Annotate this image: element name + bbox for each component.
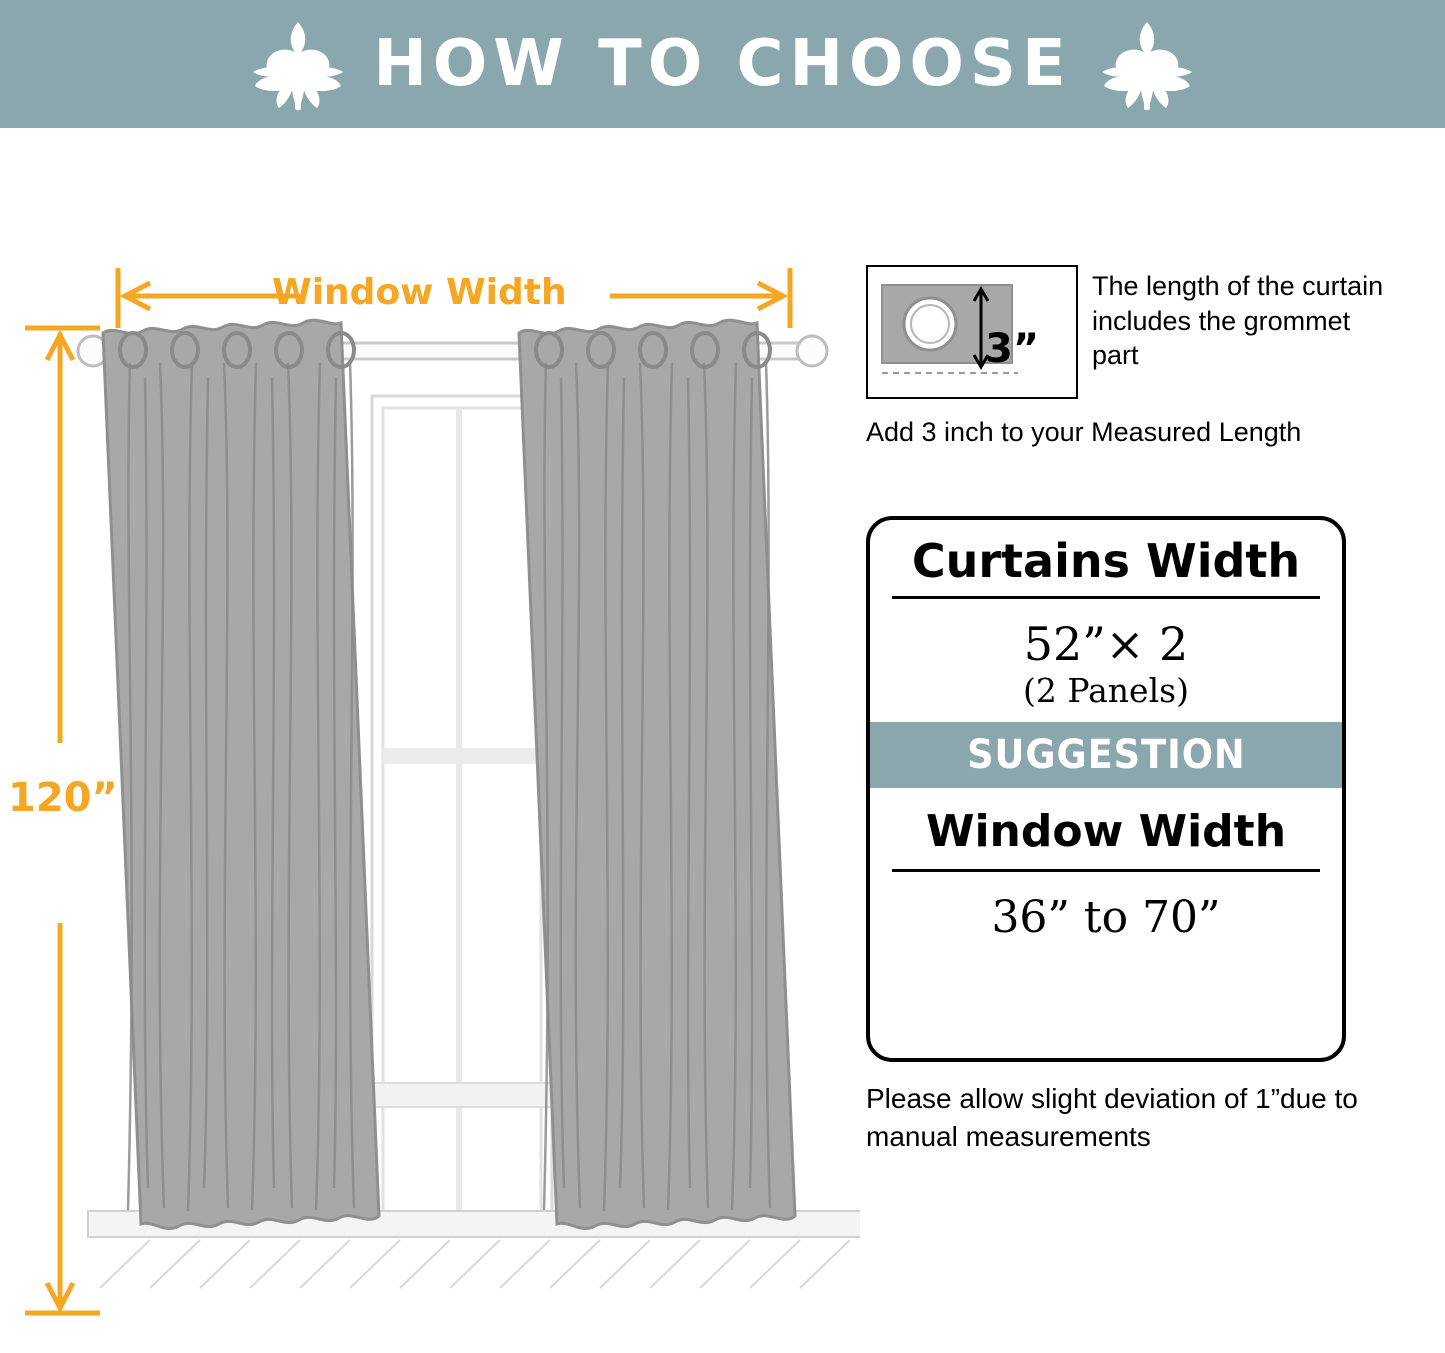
add-length-note: Add 3 inch to your Measured Length xyxy=(866,417,1302,447)
window-frame xyxy=(372,396,552,1226)
curtain-panel-left xyxy=(103,320,379,1228)
grommet-note: The length of the curtain includes the grommet part xyxy=(1092,271,1384,371)
window-width-dimension-label: Window Width xyxy=(272,272,567,313)
curtains-width-sub: (2 Panels) xyxy=(1023,671,1189,710)
grommet-diagram xyxy=(866,265,1078,399)
window-width-value: 36” to 70” xyxy=(991,892,1221,943)
header-banner xyxy=(0,0,1445,128)
suggestion-label: SUGGESTION xyxy=(966,732,1246,778)
grommet-measure-label: 3” xyxy=(985,326,1040,372)
deviation-note: Please allow slight deviation of 1”due to manual measurements xyxy=(866,1083,1358,1152)
header-title: HOW TO CHOOSE xyxy=(373,27,1072,101)
fleur-de-lis-icon xyxy=(1072,14,1222,114)
curtains-width-title: Curtains Width xyxy=(911,534,1301,588)
curtain-panel-right xyxy=(519,320,795,1228)
curtain-height-label: 120” xyxy=(8,775,118,821)
fleur-de-lis-icon xyxy=(223,14,373,114)
window-width-title: Window Width xyxy=(925,806,1287,857)
grommet-detail-svg xyxy=(868,267,1076,397)
grommet-section xyxy=(866,265,1386,448)
curtains-width-value: 52”× 2 xyxy=(1023,617,1189,671)
spec-card xyxy=(866,516,1346,1062)
suggestion-band xyxy=(870,722,1342,788)
